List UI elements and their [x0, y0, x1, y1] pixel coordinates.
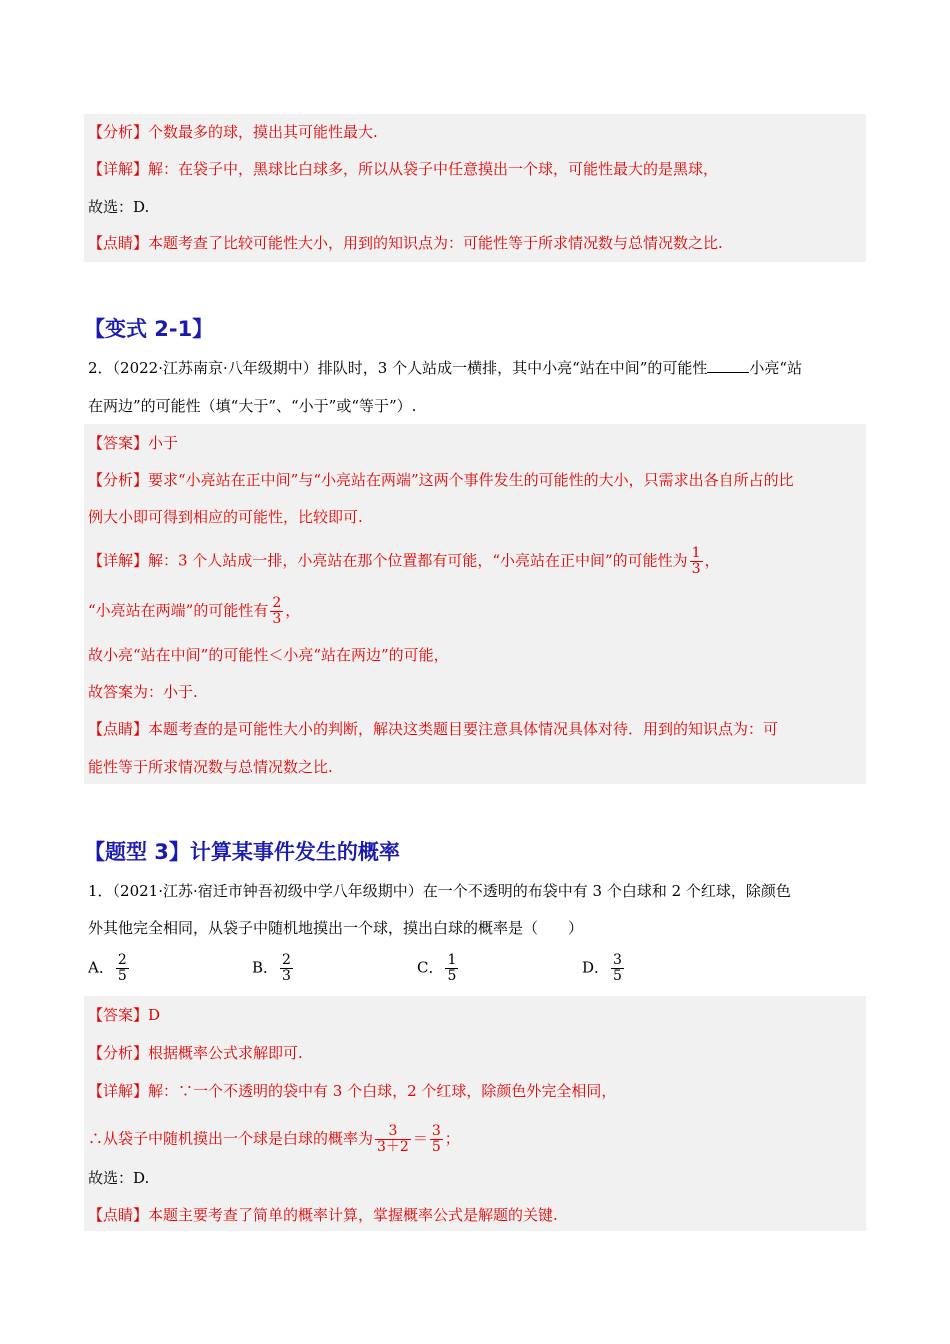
type-heading: 【题型 3】计算某事件发生的概率	[84, 840, 400, 864]
variant-heading: 【变式 2-1】	[84, 317, 214, 341]
solution-box-2	[84, 424, 866, 784]
analysis-text: 【分析】要求“小亮站在正中间”与“小亮站在两端”这两个事件发生的可能性的大小，只需求出各自所占的比	[88, 471, 794, 489]
comment-text: 【点睛】本题主要考查了简单的概率计算，掌握概率公式是解题的关键.	[88, 1206, 558, 1224]
option-c[interactable]: C． $\frac{1}{5}$	[417, 952, 457, 984]
fraction: $\frac{1}{3}$	[691, 545, 701, 577]
fraction: $\frac{3}{5}$	[431, 1123, 441, 1155]
detail-line-4: 故答案为：小于.	[88, 683, 198, 701]
question-2-line-2: 在两边”的可能性（填“大于”、“小于”或“等于”）.	[88, 397, 417, 415]
solution-box-1	[84, 114, 866, 262]
fraction: $\frac{3}{3+2}$	[377, 1123, 409, 1155]
answer-blank	[707, 358, 749, 373]
option-d[interactable]: D． $\frac{3}{5}$	[582, 952, 622, 984]
option-a[interactable]: A． $\frac{2}{5}$	[88, 952, 127, 984]
analysis-text: 【分析】根据概率公式求解即可.	[88, 1044, 303, 1062]
question-3-line-2: 外其他完全相同，从袋子中随机地摸出一个球，摸出白球的概率是（ ）	[88, 919, 584, 937]
question-2-line-1: 2．（2022·江苏南京·八年级期中）排队时，3 个人站成一横排，其中小亮“站在中间”的可能性 小亮“站	[88, 359, 803, 377]
detail-line-1: 【详解】解：3 个人站成一排，小亮站在那个位置都有可能，“小亮站在正中间”的可能性为 $\frac{1}{3}$ ，	[88, 545, 720, 577]
detail-line-2: ∴从袋子中随机摸出一个球是白球的概率为 $\frac{3}{3+2}$ ＝ $\frac{3}{5}$ ；	[88, 1123, 460, 1155]
analysis-text-cont: 例大小即可得到相应的可能性，比较即可.	[88, 508, 363, 526]
choice-text: 故选：D.	[88, 198, 150, 216]
detail-line-3: 故小亮“站在中间”的可能性＜小亮“站在两边”的可能，	[88, 646, 449, 664]
choice-text: 故选：D.	[88, 1169, 150, 1187]
comment-text: 【点睛】本题考查的是可能性大小的判断，解决这类题目要注意具体情况具体对待．用到的知识点为：可	[88, 720, 779, 738]
analysis-text: 【分析】个数最多的球，摸出其可能性最大.	[88, 123, 378, 141]
answer-text: 【答案】小于	[88, 434, 179, 452]
detail-text: 【详解】解：在袋子中，黑球比白球多，所以从袋子中任意摸出一个球，可能性最大的是黑球，	[88, 160, 719, 178]
comment-text: 【点睛】本题考查了比较可能性大小，用到的知识点为：可能性等于所求情况数与总情况数之比.	[88, 234, 723, 252]
detail-line-2: “小亮站在两端”的可能性有 $\frac{2}{3}$ ，	[88, 595, 301, 627]
answer-text: 【答案】D	[88, 1006, 161, 1024]
question-3-line-1: 1．（2021·江苏·宿迁市钟吾初级中学八年级期中）在一个不透明的布袋中有 3 个白球和 2 个红球，除颜色	[88, 882, 791, 900]
fraction: $\frac{2}{3}$	[272, 595, 282, 627]
comment-text-cont: 能性等于所求情况数与总情况数之比.	[88, 758, 333, 776]
solution-box-3	[84, 996, 866, 1231]
option-b[interactable]: B． $\frac{2}{3}$	[252, 952, 291, 984]
detail-line-1: 【详解】解：∵一个不透明的袋中有 3 个白球，2 个红球，除颜色外完全相同，	[88, 1082, 617, 1100]
